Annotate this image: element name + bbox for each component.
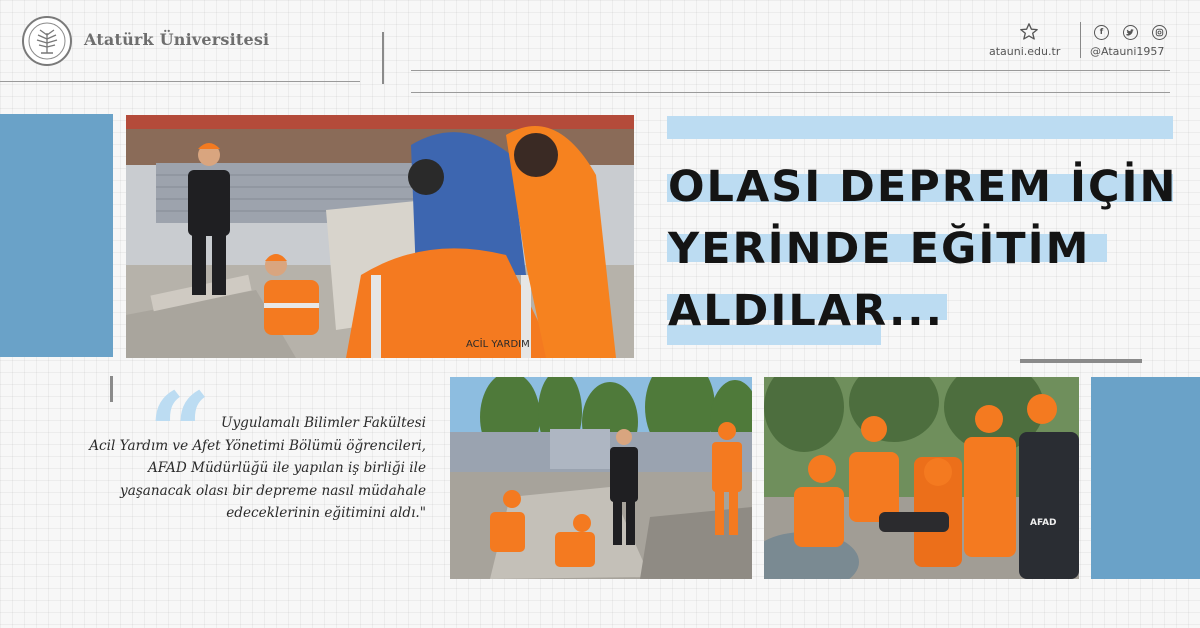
tree-emblem-icon [27,21,67,61]
header-divider [382,32,384,84]
star-icon[interactable] [1019,22,1039,42]
quote-text [30,412,426,525]
afad-badge: AFAD [1030,518,1057,528]
main-training-photo [126,115,634,358]
header-rule-bottom [411,92,1170,93]
instagram-icon[interactable] [1152,25,1167,40]
quote-line-5: edeceklerinin eğitimini aldı." [226,505,426,522]
stretcher-training-photo [764,377,1079,579]
headline [668,156,1188,342]
headline-line-1: OLASI DEPREM İÇİN [668,162,1178,212]
quote-line-2: Acil Yardım ve Afet Yönetimi Bölümü öğrencileri, [89,437,426,454]
accent-block-right [1091,377,1200,579]
quote-line-4: yaşanacak olası bir depreme nasıl müdahale [120,482,426,499]
facebook-icon[interactable]: f [1094,25,1109,40]
headline-underline [1020,359,1142,363]
header-underline-left [0,81,360,82]
header-rule-top [411,70,1170,71]
quote-line-3: AFAD Müdürlüğü ile yapılan iş birliği ile [147,460,426,477]
header-social-divider [1080,22,1081,58]
vest-text: ACİL YARDIM [466,339,530,350]
twitter-icon[interactable] [1123,25,1138,40]
quote-line-1: Uygulamalı Bilimler Fakültesi [221,415,426,431]
headline-bar-top [667,116,1173,139]
rubble-training-photo [450,377,752,579]
accent-block-left [0,114,113,357]
quote-mark-icon: “ [148,368,212,497]
quote-rule [110,376,113,402]
social-handle[interactable]: @Atauni1957 [1090,45,1165,58]
university-logo [22,16,72,66]
website-link[interactable]: atauni.edu.tr [989,45,1061,58]
headline-line-3: ALDILAR... [668,286,944,336]
university-name: Atatürk Üniversitesi [84,30,270,49]
headline-line-2: YERİNDE EĞİTİM [668,224,1091,274]
